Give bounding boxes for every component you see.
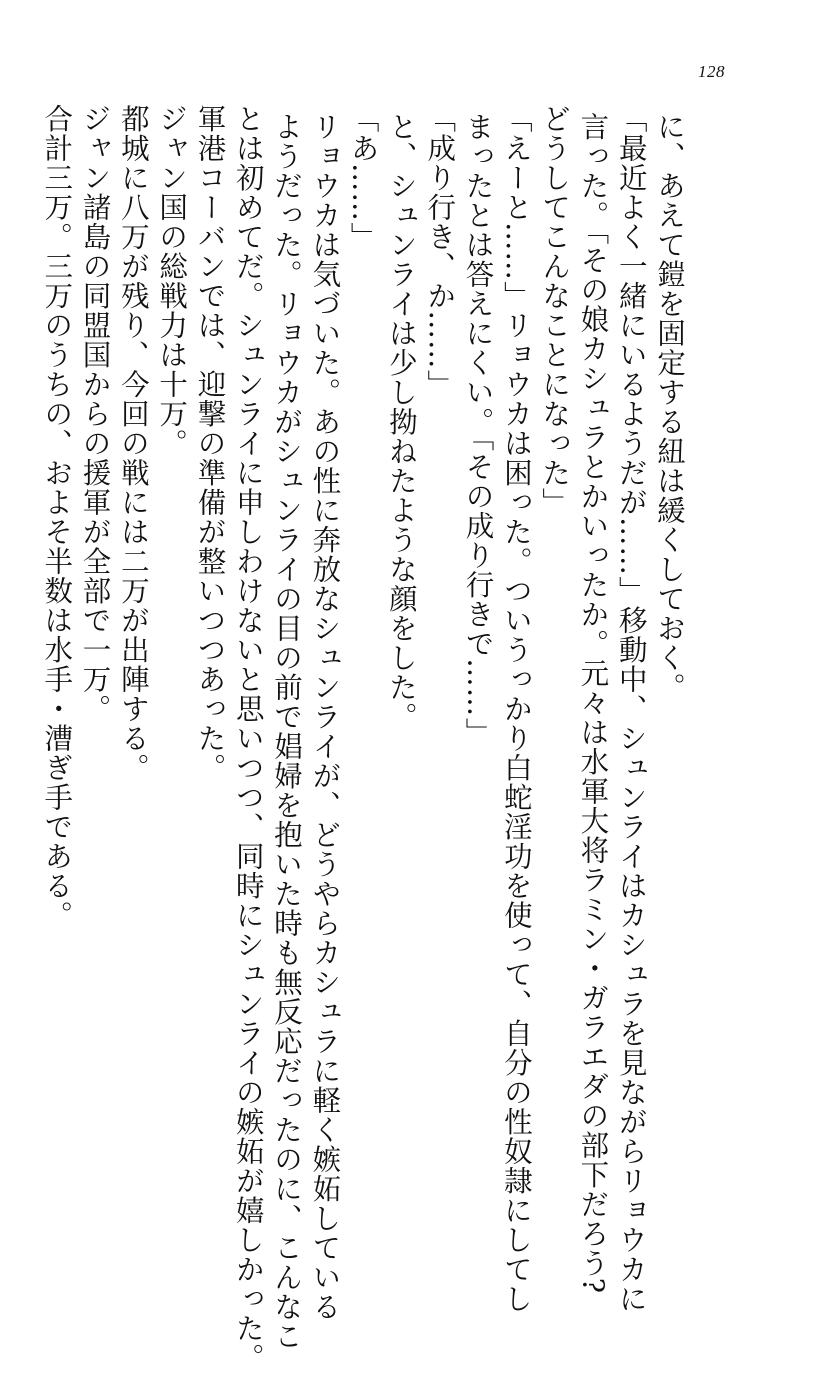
text-line: リョウカは気づいた。あの性に奔放なシュンライが、どうやらカシュラに軽く嫉妬している [308, 112, 342, 1322]
text-line: 「えーと……」リョウカは困った。ついうっかり白蛇淫功を使って、自分の性奴隷にしてし [499, 104, 533, 1314]
text-line: 都城に八万が残り、今回の戦には二万が出陣する。 [116, 104, 150, 783]
text-line: 「成り行き、か……」 [423, 104, 457, 399]
text-line: 「あ……」 [346, 104, 380, 252]
text-line: ジャン国の総戦力は十万。 [155, 104, 189, 458]
text-line: 言った。「その娘カシュラとかいったか。元々は水軍大将ラミン・ガラエダの部下だろう? [576, 112, 610, 1295]
text-line: どうしてこんなことになった」 [538, 104, 572, 517]
text-line: ようだった。リョウカがシュンライの目の前で娼婦を抱いた時も無反応だったのに、こんなこ [270, 112, 304, 1351]
text-line: とは初めてだ。シュンライに申しわけないと思いつつ、同時にシュンライの嫉妬が嬉しかった。 [231, 104, 265, 1373]
text-line: に、あえて鎧を固定する紐は緩くしておく。 [653, 112, 686, 702]
page-number: 128 [698, 62, 725, 81]
text-line: ジャン諸島の同盟国からの援軍が全部で一万。 [78, 104, 112, 724]
text-line: 合計三万。三万のうちの、およそ半数は水手・漕ぎ手である。 [40, 104, 74, 930]
text-line: 「最近よく一緒にいるようだが……」移動中、シュンライはカシュラを見ながらリョウカに [614, 104, 648, 1314]
body-text [37, 104, 688, 1373]
text-line: 軍港コーバンでは、迎撃の準備が整いつつあった。 [193, 104, 227, 783]
text-line: まったとは答えにくい。「その成り行きで……」 [461, 112, 495, 747]
text-line: と、シュンライは少し拗ねたような顔をした。 [384, 112, 418, 732]
